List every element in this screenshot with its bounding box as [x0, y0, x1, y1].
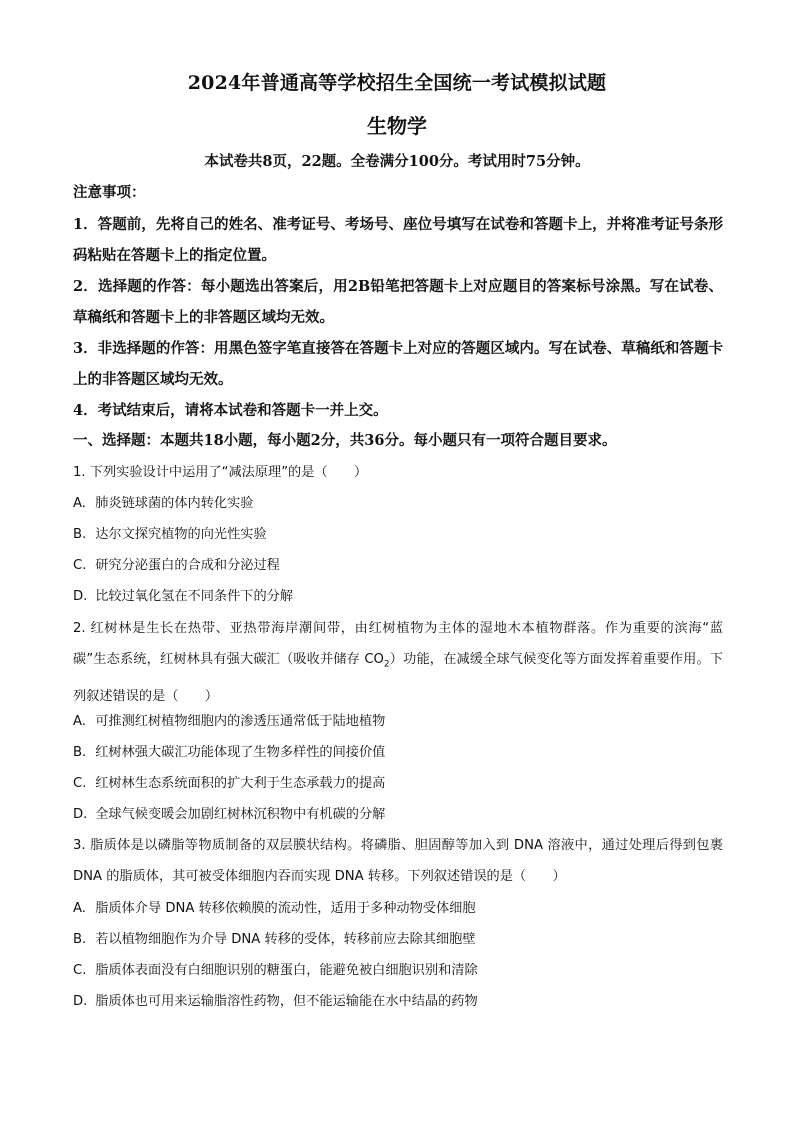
question-2-option-d — [73, 799, 723, 830]
option-text: 脂质体表面没有白细胞识别的糖蛋白，能避免被白细胞识别和清除 — [95, 963, 478, 978]
option-letter: C. — [73, 558, 87, 573]
notice-item-4: 4．考试结束后，请将本试卷和答题卡一并上交。 — [73, 402, 388, 419]
notice-item-1: 1．答题前，先将自己的姓名、准考证号、考场号、座位号填写在试卷和答题卡上，并将准考证号条形码粘贴在答题卡上的指定位置。 — [73, 216, 723, 264]
question-1-option-a — [73, 488, 723, 519]
option-letter: D. — [73, 807, 88, 822]
option-letter: B. — [73, 932, 87, 947]
option-text: 红树林生态系统面积的扩大利于生态承载力的提高 — [95, 776, 386, 791]
option-text: 比较过氧化氢在不同条件下的分解 — [95, 589, 294, 604]
question-3-option-b — [73, 924, 723, 955]
question-1-option-d — [73, 581, 723, 612]
option-text: 可推测红树植物细胞内的渗透压通常低于陆地植物 — [95, 714, 386, 729]
section-heading: 一、选择题：本题共18小题，每小题2分，共36分。每小题只有一项符合题目要求。 — [73, 432, 617, 449]
question-3-stem: 3. 脂质体是以磷脂等物质制备的双层膜状结构。将磷脂、胆固醇等加入到 DNA 溶液中，通过处理后得到包裹 DNA 的脂质体，其可被受体细胞内吞而实现 DNA 转移。下列叙述错误的是（ ） — [73, 838, 723, 884]
option-letter: C. — [73, 776, 87, 791]
question-2-option-b — [73, 737, 723, 768]
question-3-option-c — [73, 955, 723, 986]
option-text: 脂质体也可用来运输脂溶性药物，但不能运输能在水中结晶的药物 — [95, 994, 478, 1009]
exam-meta: 本试卷共8页，22题。全卷满分100分。考试用时75分钟。 — [204, 153, 590, 170]
question-2-stem-part-1: 2. 红树林是生长在热带、亚热带海岸潮间带，由红树植物为主体的湿地木本植物群落。作为重要的滨海“蓝碳”生态系统，红树林具有强大碳汇（吸收并储存 CO — [73, 621, 723, 667]
option-text: 全球气候变暖会加剧红树林沉积物中有机碳的分解 — [95, 807, 386, 822]
notice-heading: 注意事项： — [73, 184, 146, 201]
option-letter: A. — [73, 496, 86, 511]
option-text: 达尔文探究植物的向光性实验 — [95, 527, 267, 542]
option-text: 肺炎链球菌的体内转化实验 — [95, 496, 254, 511]
option-text: 研究分泌蛋白的合成和分泌过程 — [95, 558, 280, 573]
option-letter: D. — [73, 994, 88, 1009]
option-letter: C. — [73, 963, 87, 978]
option-letter: A. — [73, 901, 86, 916]
question-1-option-c — [73, 550, 723, 581]
question-3-option-d — [73, 986, 723, 1017]
option-letter: A. — [73, 714, 86, 729]
question-3-option-a — [73, 893, 723, 924]
notice-item-2: 2．选择题的作答：每小题选出答案后，用2B铅笔把答题卡上对应题目的答案标号涂黑。写在试卷、草稿纸和答题卡上的非答题区域均无效。 — [73, 278, 723, 326]
notice-item-3: 3．非选择题的作答：用黑色签字笔直接答在答题卡上对应的答题区域内。写在试卷、草稿纸和答题卡上的非答题区域均无效。 — [73, 340, 723, 388]
question-2-stem — [73, 613, 723, 712]
question-2-option-c — [73, 768, 723, 799]
question-2-option-a — [73, 706, 723, 737]
question-1-option-b — [73, 519, 723, 550]
option-letter: B. — [73, 745, 87, 760]
option-text: 若以植物细胞作为介导 DNA 转移的受体，转移前应去除其细胞壁 — [95, 932, 476, 947]
option-text: 脂质体介导 DNA 转移依赖膜的流动性，适用于多种动物受体细胞 — [95, 901, 476, 916]
option-text: 红树林强大碳汇功能体现了生物多样性的间接价值 — [95, 745, 386, 760]
option-letter: B. — [73, 527, 87, 542]
question-2-stem-part-2: ）功能，在减缓全球气候变化等方面发挥着重要作用。下列叙述错误的是（ ） — [73, 652, 723, 704]
co2-subscript: 2 — [383, 659, 390, 670]
subject-title: 生物学 — [367, 114, 427, 138]
exam-title: 2024年普通高等学校招生全国统一考试模拟试题 — [187, 72, 607, 94]
question-1-stem: 1. 下列实验设计中运用了“减法原理”的是（ ） — [73, 465, 368, 480]
option-letter: D. — [73, 589, 88, 604]
